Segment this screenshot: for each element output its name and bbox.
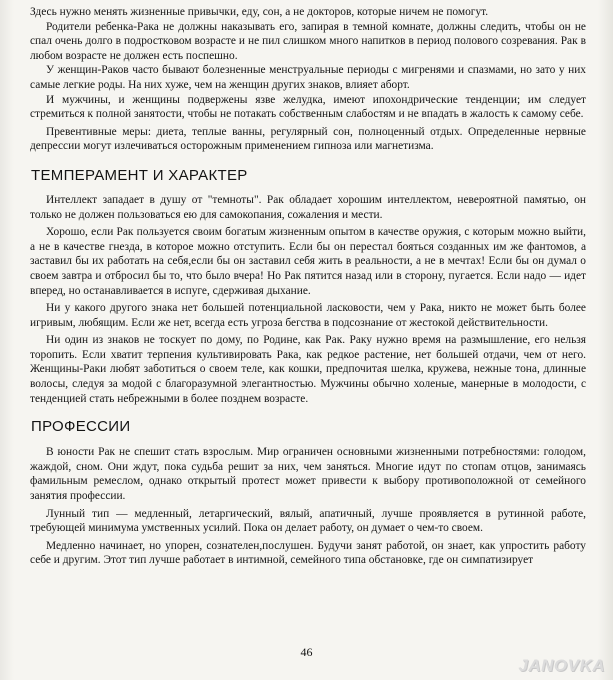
paragraph: Превентивные меры: диета, теплые ванны, регулярный сон, полноценный отдых. Определенные нервные депрессии могут излечиваться осторожным применением гипноза или магнетизма. — [30, 125, 586, 153]
paragraph: Родители ребенка-Рака не должны наказывать его, запирая в темной комнате, должны следить, чтобы он не спал очень долго в подростковом возрасте и не пил слишком много напитков в период полового созревания. Рак в любом возрасте не должен есть поспешно. — [30, 20, 586, 62]
paragraph: Ни у какого другого знака нет большей потенциальной ласковости, чем у Рака, никто не может быть более игривым, любящим. Если же нет, всегда есть угроза бегства в подсознание от жестокой действительности. — [30, 302, 586, 329]
paragraph: В юности Рак не спешит стать взрослым. Мир ограничен основными жизненными потребностями: голодом, жаждой, сном. Они ждут, пока судьба решит за них, чем заняться. Многие идут по стопам отцов, занимаясь фамильным ремеслом, однако открытый протест может привести к выбору противоположной от семейного занятия профессии. — [30, 446, 586, 503]
section-heading-professions: ПРОФЕССИИ — [31, 418, 131, 436]
professions-section — [30, 445, 586, 568]
section-heading-temperament: ТЕМПЕРАМЕНТ И ХАРАКТЕР — [31, 166, 248, 184]
page-content — [30, 5, 586, 568]
paragraph: Медленно начинает, но упорен, сознателен,послушен. Будучи занят работой, он знает, как упростить работу себе и другим. Этот тип лучше работает в интимной, семейного типа обстановке, где он симпатизирует — [30, 539, 586, 567]
page-number: 46 — [300, 645, 313, 659]
paragraph: Хорошо, если Рак пользуется своим богатым жизненным опытом в качестве оружия, с которым можно выйти, а не в качестве гнезда, в которое можно отступить. Если бы он перестал бояться созданных им же фантомов, а заставил бы их работать на себя,если бы он заставил себя жить в реальности, а не в мечтах! Если бы он думал о своем завтра и отбросил бы то, что было вчера! Но Рак пятится назад или в сторону, пугается. Если надо — идет вперед, но останавливается в испуге, сдерживая дыхание. — [30, 226, 586, 297]
paragraph: У женщин-Раков часто бывают болезненные менструальные периоды с мигренями и спазмами, но зато у них самые легкие роды. На них хуже, чем на женщин других знаков, влияет аборт. — [30, 64, 586, 91]
paragraph: И мужчины, и женщины подвержены язве желудка, имеют ипохондрические тенденции; им следует стремиться к полной занятости, чтобы не потакать собственным слабостям и не впадать в жалость к самому себе. — [30, 93, 586, 121]
paragraph: Интеллект западает в душу от "темноты". Рак обладает хорошим интеллектом, невероятной памятью, он только не должен пользоваться ею для самокопания, сожаления и мести. — [30, 193, 586, 221]
temperament-section — [30, 193, 586, 406]
paragraph: Здесь нужно менять жизненные привычки, еду, сон, а не докторов, которые ничем не помогут. — [30, 6, 489, 18]
watermark-logo: JANOVKA — [518, 656, 605, 675]
paragraph: Лунный тип — медленный, летаргический, вялый, апатичный, лучше проявляется в рутинной работе, требующей минимума умственных усилий. Пока он делает работу, он думает о чем-то своем. — [30, 507, 586, 535]
paragraph: Ни один из знаков не тоскует по дому, по Родине, как Рак. Раку нужно время на размышление, его нельзя торопить. Если хватит терпения культивировать Рака, как редкое растение, нет большей отдачи, чем от него. Женщины-Раки любят заботиться о своем теле, как кошки, предпочитая шелка, кружева, нежные тона, длинные волосы, следуя за модой с благоразумной элегантностью. Мужчины обычно холеные, манерные в молодости, с тенденцией стать небрежными в более позднем возрасте. — [30, 334, 586, 405]
intro-section — [30, 5, 586, 154]
